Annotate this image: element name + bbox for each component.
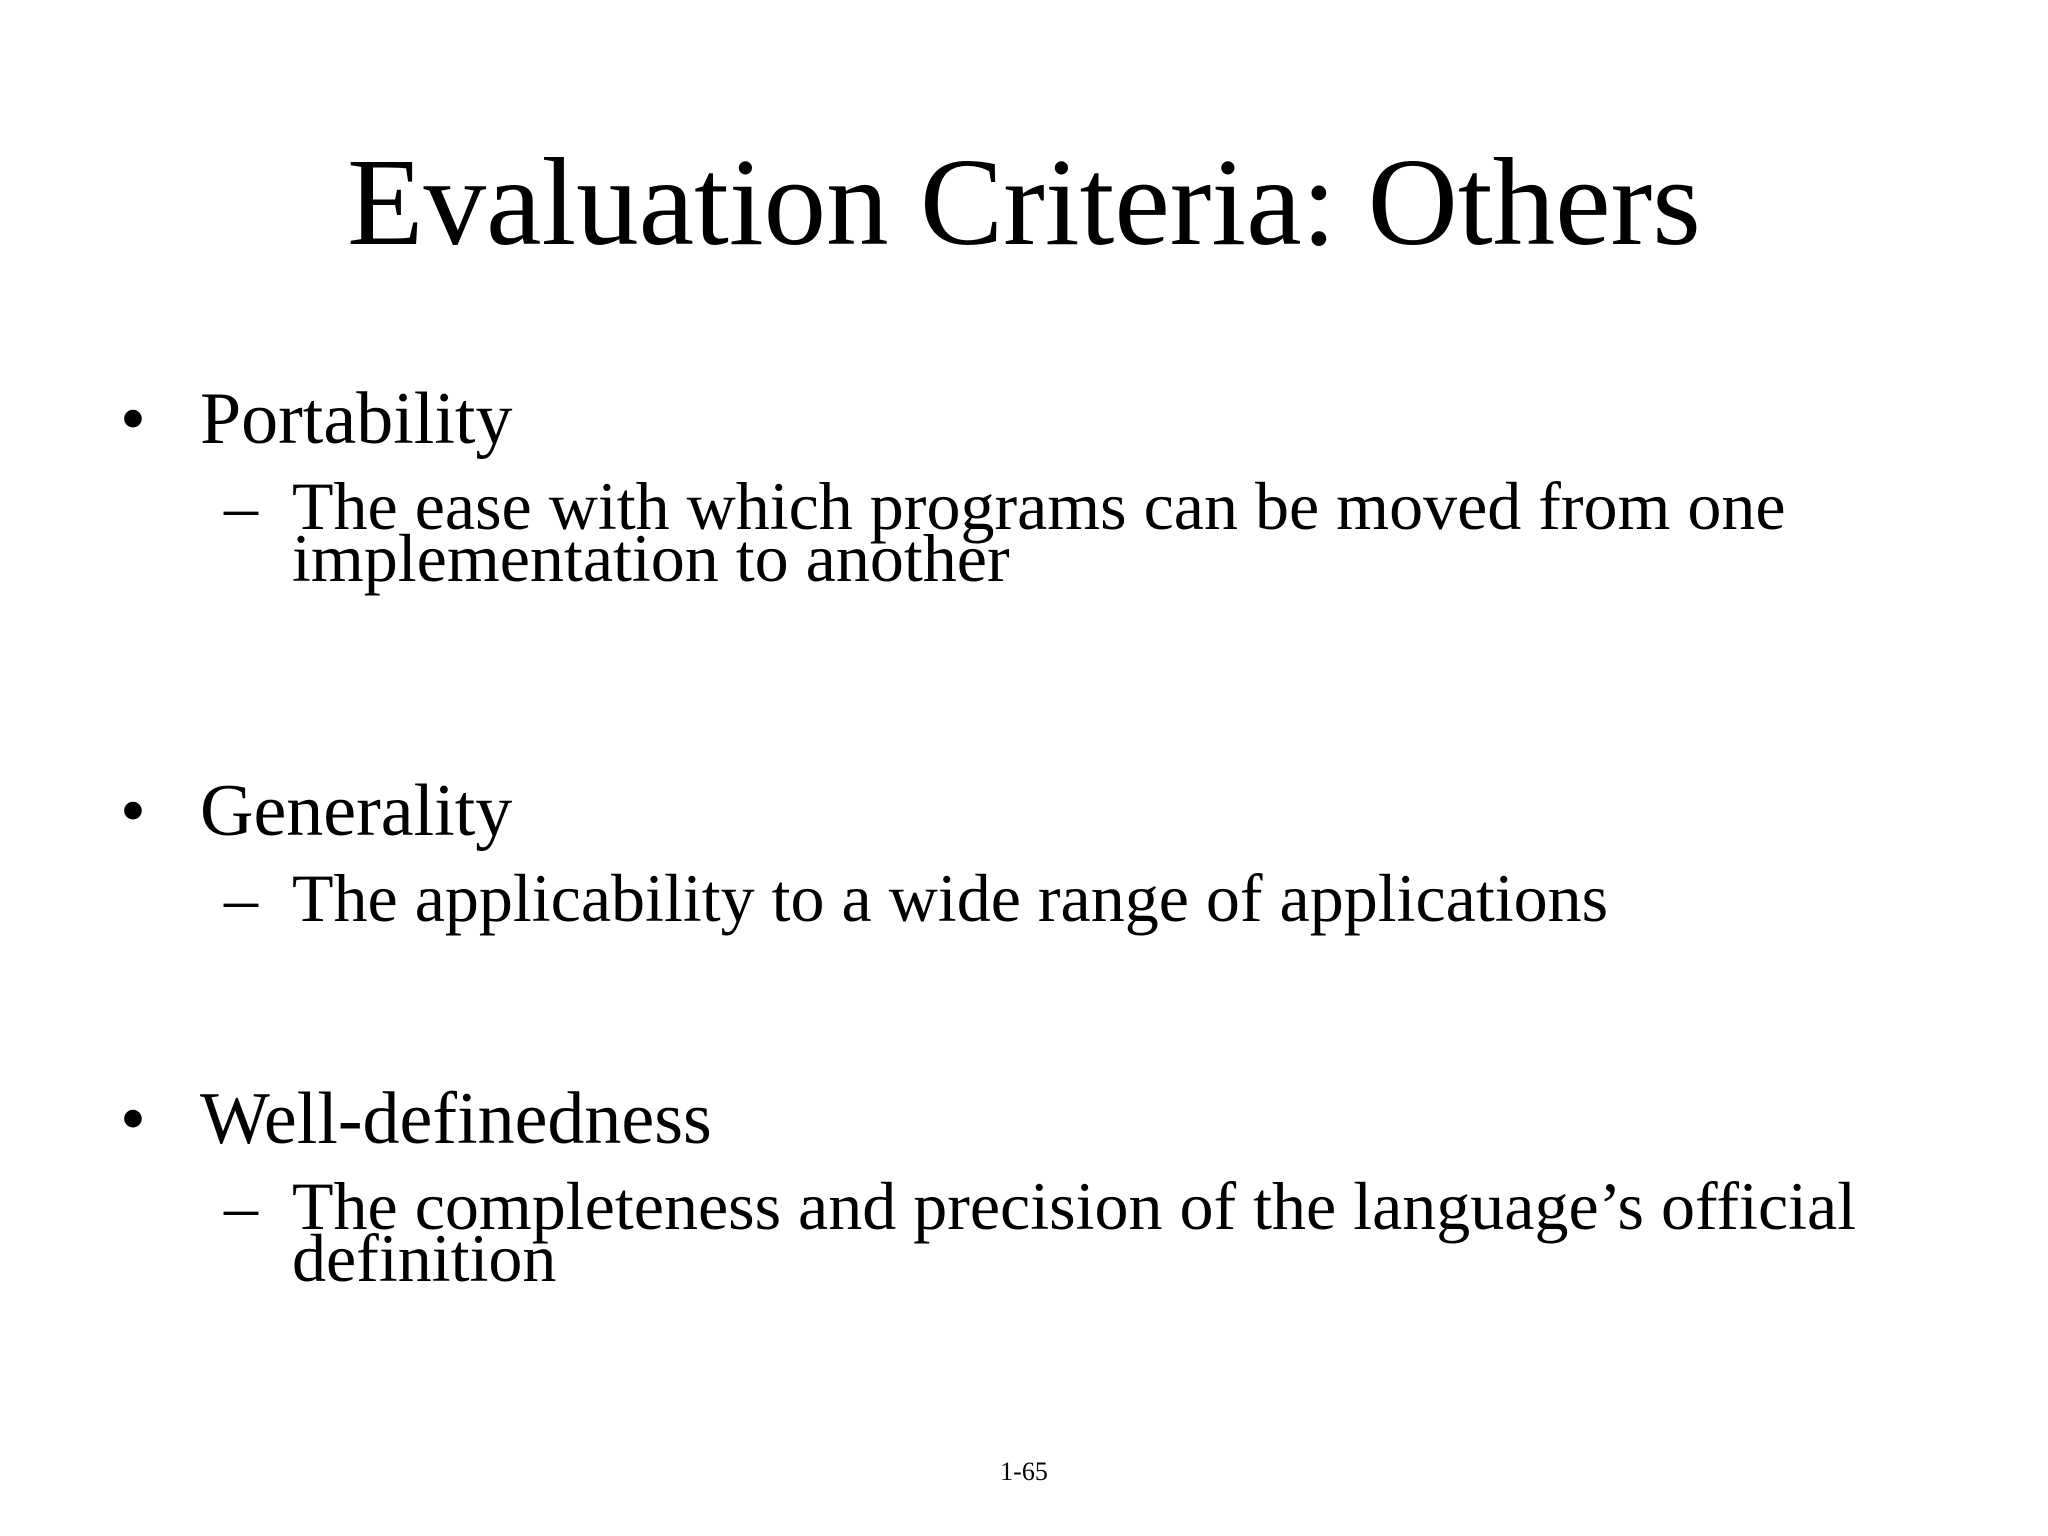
bullet-marker: • — [120, 1078, 146, 1160]
page-number: 1-65 — [1000, 1457, 1048, 1486]
bullet-text: Portability — [200, 378, 513, 460]
sub-bullet-marker: – — [224, 468, 258, 544]
bullet-heading — [0, 1076, 2048, 1162]
sub-bullet-marker: – — [224, 860, 258, 936]
sub-bullet-text: The ease with which programs can be moved from one implementation to another — [292, 468, 1786, 596]
bullet-text: Well-definedness — [200, 1078, 712, 1160]
sub-bullet-text: The applicability to a wide range of applications — [292, 860, 1609, 936]
bullet-heading — [0, 768, 2048, 854]
sub-bullet-text: The completeness and precision of the language’s official definition — [292, 1168, 1857, 1296]
slide-title: Evaluation Criteria: Others — [347, 134, 1701, 272]
sub-bullet-marker: – — [224, 1168, 258, 1244]
bullet-text: Generality — [200, 770, 513, 852]
bullet-marker: • — [120, 378, 146, 460]
bullet-marker: • — [120, 770, 146, 852]
bullet-heading — [0, 376, 2048, 462]
